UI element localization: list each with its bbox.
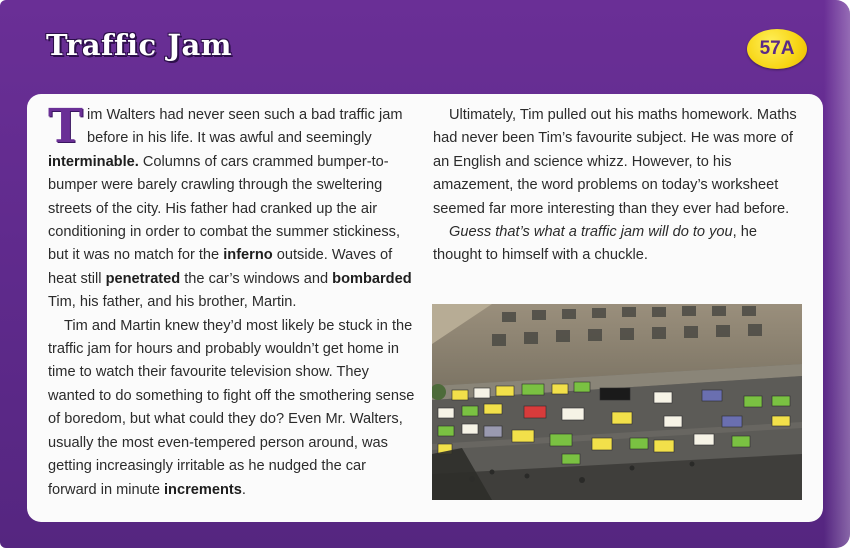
text-run: Columns of cars crammed bumper-to-bumper were barely crawling through the sweltering streets of the city. His father had cranked up the air conditioning in order to combat the summer stickiness, but it was no match for the [48,153,401,264]
vocab-word: increments [164,481,242,498]
drop-cap: T [48,99,83,154]
traffic-photo-illustration [432,304,802,500]
text-run: the car’s windows and [180,270,333,287]
text-run: , he thought to himself with a chuckle. [433,224,757,264]
text-run: Tim and Martin knew they’d most likely be stuck in the traffic jam for hours and probably wouldn’t get home in time to watch their favourite television show. They wanted to do something to fight off the smothering sense of boredom, but what could they do? Even Mr. Walters, usually the most even-tempered person around, was getting increasingly irritable as he nudged the car forward in minute [48,317,415,498]
text-run: Tim, his father, and his brother, Martin. [48,294,297,311]
traffic-photo [432,304,802,500]
vocab-word: penetrated [105,270,181,287]
vocab-word: inferno [223,247,273,264]
paragraph-2 [48,315,418,502]
text-run: outside. Waves of heat still [48,247,393,287]
page-title: Traffic Jam [46,28,232,62]
paragraph-4 [433,221,805,268]
vocab-word: bombarded [332,270,412,287]
right-column [433,104,805,268]
left-column [48,99,418,502]
vocab-word: interminable. [48,153,139,170]
italic-thought: Guess that’s what a traffic jam will do to you [449,224,733,241]
text-run: im Walters had never seen such a bad traffic jam before in his life. It was awful and seemingly [86,107,403,147]
paragraph-3: Ultimately, Tim pulled out his maths homework. Maths had never been Tim’s favourite subject. He was more of an English and science whizz. However, to his amazement, the word problems on today’s worksheet seemed far more interesting than they ever had before. [433,107,797,217]
text-run: . [241,481,246,498]
paragraph-1 [48,99,418,315]
page-badge: 57A [747,29,807,69]
